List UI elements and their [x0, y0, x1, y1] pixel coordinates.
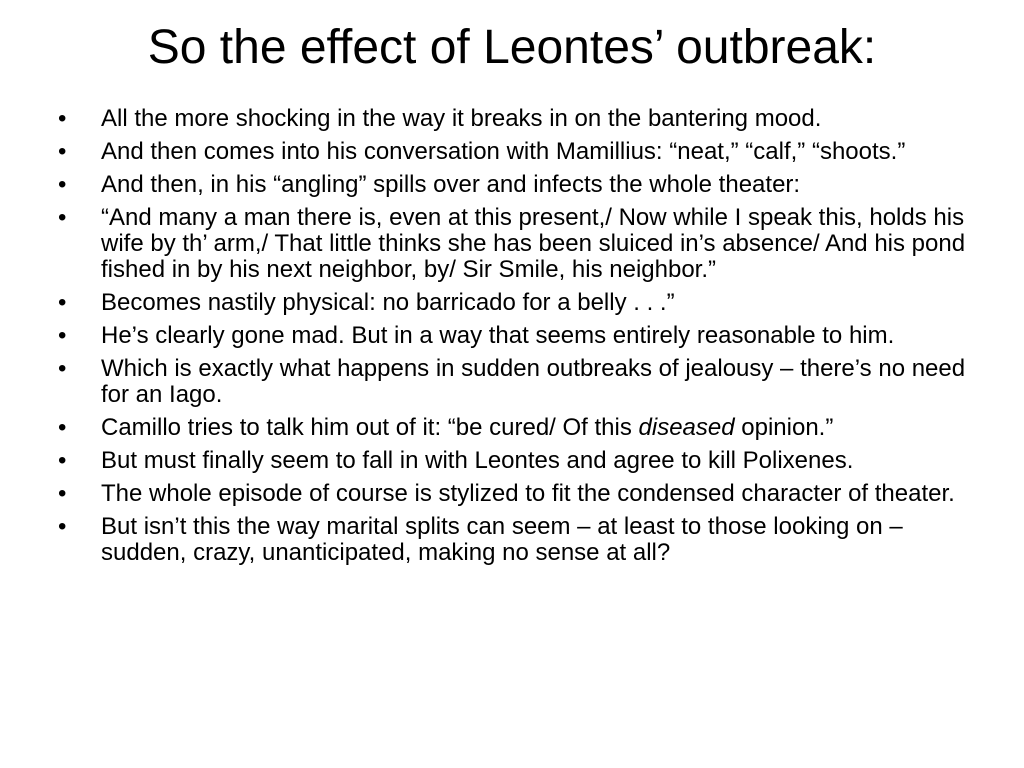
- bullet-text: “And many a man there is, even at this present,/ Now while I speak this, holds his wife by th’ arm,/ That little thinks she has been sluiced in’s absence/ And his pond fished in by his next neighbor, by/ Sir Smile, his neighbor.”: [101, 204, 966, 283]
- bullet-text-segment: opinion.”: [734, 414, 834, 441]
- bullet-item: [58, 415, 968, 441]
- bullet-item: [58, 290, 968, 316]
- bullet-marker-icon: •: [58, 171, 67, 198]
- bullet-item: [58, 481, 968, 507]
- bullet-item: [58, 323, 968, 349]
- bullet-text: The whole episode of course is stylized to fit the condensed character of theater.: [101, 480, 955, 507]
- slide-title: So the effect of Leontes’ outbreak:: [147, 21, 877, 74]
- bullet-text: [101, 414, 833, 441]
- bullet-marker-icon: •: [58, 480, 67, 507]
- bullet-marker-icon: •: [58, 322, 67, 349]
- bullet-text: And then, in his “angling” spills over and infects the whole theater:: [101, 171, 801, 198]
- bullet-item: [58, 514, 968, 566]
- bullet-text: All the more shocking in the way it breaks in on the bantering mood.: [101, 105, 822, 132]
- bullet-text: But isn’t this the way marital splits can seem – at least to those looking on – sudden, crazy, unanticipated, making no sense at all?: [101, 513, 903, 566]
- bullet-marker-icon: •: [58, 105, 67, 132]
- bullet-text-emphasis: diseased: [638, 414, 735, 441]
- bullet-marker-icon: •: [58, 414, 67, 441]
- bullet-marker-icon: •: [58, 289, 67, 316]
- bullet-item: [58, 356, 968, 408]
- bullet-marker-icon: •: [58, 447, 67, 474]
- bullet-text: Which is exactly what happens in sudden outbreaks of jealousy – there’s no need for an Iago.: [101, 355, 966, 408]
- bullet-text: But must finally seem to fall in with Leontes and agree to kill Polixenes.: [101, 447, 854, 474]
- bullet-text: He’s clearly gone mad. But in a way that seems entirely reasonable to him.: [101, 322, 895, 349]
- bullet-text: Becomes nastily physical: no barricado for a belly . . .”: [101, 289, 675, 316]
- bullet-marker-icon: •: [58, 513, 67, 540]
- bullet-list: [58, 106, 968, 573]
- bullet-marker-icon: •: [58, 204, 67, 231]
- bullet-item: [58, 448, 968, 474]
- bullet-item: [58, 139, 968, 165]
- bullet-text: And then comes into his conversation with Mamillius: “neat,” “calf,” “shoots.”: [101, 138, 906, 165]
- bullet-marker-icon: •: [58, 138, 67, 165]
- bullet-text-segment: Camillo tries to talk him out of it: “be cured/ Of this: [101, 414, 639, 441]
- bullet-item: [58, 106, 968, 132]
- bullet-item: [58, 205, 968, 283]
- bullet-marker-icon: •: [58, 355, 67, 382]
- bullet-item: [58, 172, 968, 198]
